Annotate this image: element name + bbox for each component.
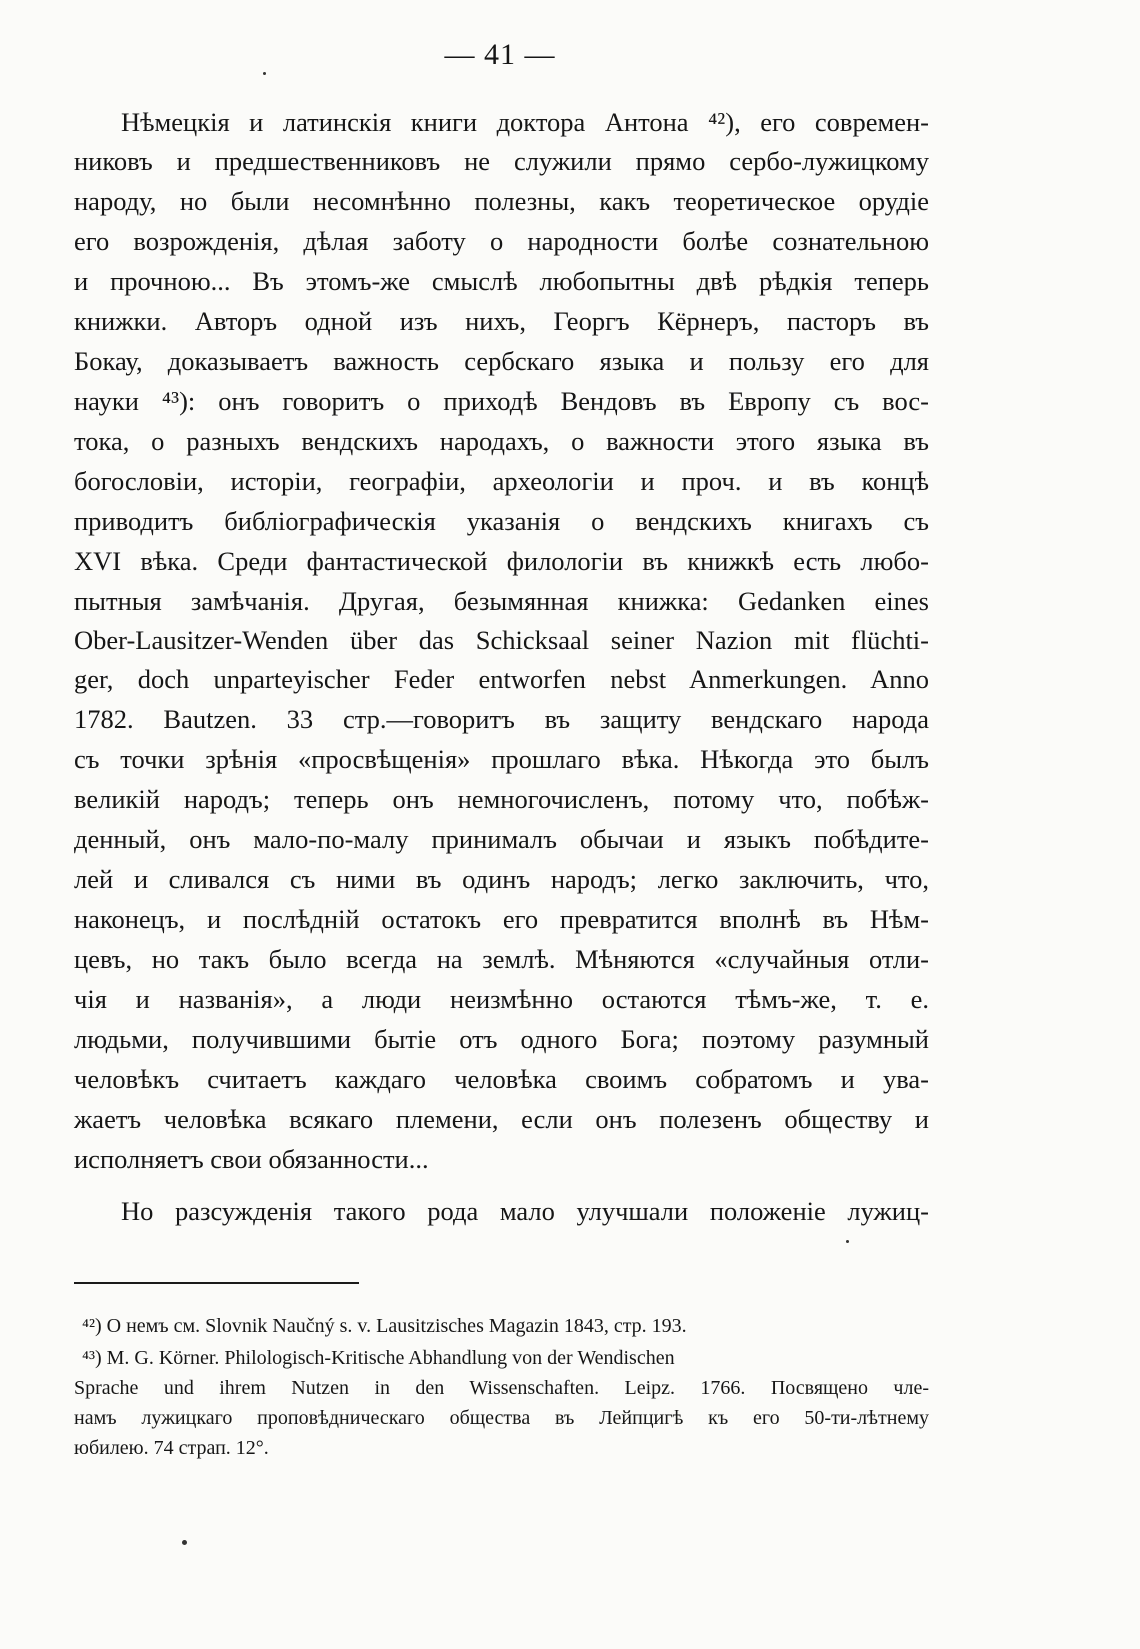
text-line: богословіи, исторіи, географіи, археологіи и проч. и въ концѣ (74, 466, 929, 496)
footnote-line: юбилею. 74 страп. 12°. (74, 1437, 269, 1459)
footnote-rule (74, 1282, 359, 1284)
text-line: чія и названія», а люди неизмѣнно остаются тѣмъ-же, т. е. (74, 984, 929, 1014)
text-line: книжки. Авторъ одной изъ нихъ, Георгъ Кёрнеръ, пасторъ въ (74, 306, 929, 336)
ink-speck (263, 72, 266, 75)
text-line: XVI вѣка. Среди фантастической филологіи въ книжкѣ есть любо- (74, 546, 929, 576)
text-line: тока, о разныхъ вендскихъ народахъ, о важности этого языка въ (74, 426, 929, 456)
text-line: человѣкъ считаетъ каждаго человѣка своимъ собратомъ и ува- (74, 1064, 929, 1094)
text-line: денный, онъ мало-по-малу принималъ обычаи и языкъ побѣдите- (74, 824, 929, 854)
ink-speck (182, 1540, 187, 1545)
footnote-line: ⁴²) О немъ см. Slovnik Naučný s. v. Lausitzisches Magazin 1843, стр. 193. (82, 1315, 687, 1337)
text-line: приводитъ библіографическія указанія о вендскихъ книгахъ съ (74, 506, 929, 536)
text-line: жаетъ человѣка всякаго племени, если онъ полезенъ обществу и (74, 1104, 929, 1134)
text-line: Но разсужденія такого рода мало улучшали положеніе лужиц- (121, 1196, 929, 1226)
text-line: съ точки зрѣнія «просвѣщенія» прошлаго вѣка. Нѣкогда это былъ (74, 744, 929, 774)
text-line: его возрожденія, дѣлая заботу о народности болѣе сознательною (74, 226, 929, 256)
text-line: наконецъ, и послѣдній остатокъ его превратится вполнѣ въ Нѣм- (74, 904, 929, 934)
text-line: лей и сливался съ ними въ одинъ народъ; легко заключить, что, (74, 864, 929, 894)
page-number: — 41 — (444, 38, 556, 71)
text-line: ger, doch unparteyischer Feder entworfen nebst Anmerkungen. Anno (74, 664, 929, 694)
text-line: и прочною... Въ этомъ-же смыслѣ любопытны двѣ рѣдкія теперь (74, 266, 929, 296)
footnote-line: намъ лужицкаго проповѣдническаго общества въ Лейпцигѣ къ его 50-ти-лѣтнему (74, 1407, 929, 1429)
text-line: Ober-Lausitzer-Wenden über das Schicksaal seiner Nazion mit flüchti- (74, 625, 929, 655)
text-line: людьми, получившими бытіе отъ одного Бога; поэтому разумный (74, 1024, 929, 1054)
text-line: науки ⁴³): онъ говоритъ о приходѣ Вендовъ въ Европу съ вос- (74, 386, 929, 416)
text-line: цевъ, но такъ было всегда на землѣ. Мѣняются «случайныя отли- (74, 944, 929, 974)
text-line: никовъ и предшественниковъ не служили прямо сербо-лужицкому (74, 146, 929, 176)
text-line: исполняетъ свои обязанности... (74, 1144, 429, 1174)
text-line: великій народъ; теперь онъ немногочисленъ, потому что, побѣж- (74, 784, 929, 814)
text-line: Бокау, доказываетъ важность сербскаго языка и пользу его для (74, 346, 929, 376)
footnote-line: ⁴³) M. G. Körner. Philologisch-Kritische Abhandlung von der Wendischen (82, 1347, 675, 1369)
text-line: пытныя замѣчанія. Другая, безымянная книжка: Gedanken eines (74, 586, 929, 616)
text-line: 1782. Bautzen. 33 стр.—говоритъ въ защиту вендскаго народа (74, 704, 929, 734)
text-line: Нѣмецкія и латинскія книги доктора Антона ⁴²), его современ- (121, 107, 929, 137)
ink-speck (846, 1240, 849, 1243)
text-line: народу, но были несомнѣнно полезны, какъ теоретическое орудіе (74, 186, 929, 216)
footnote-line: Sprache und ihrem Nutzen in den Wissenschaften. Leipz. 1766. Посвящено чле- (74, 1377, 929, 1399)
